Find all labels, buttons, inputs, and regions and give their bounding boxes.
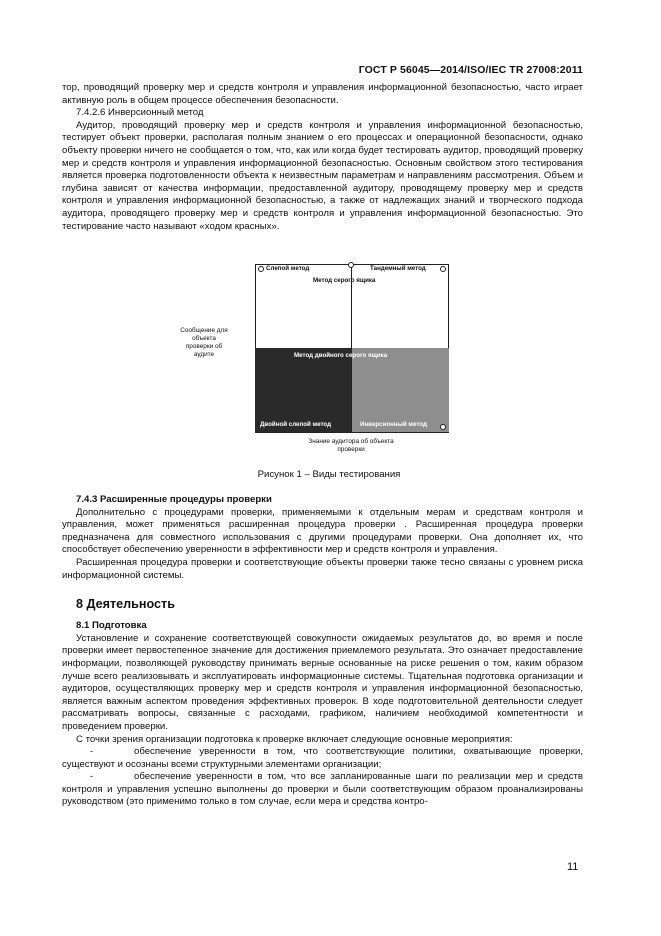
list-item xyxy=(62,746,583,771)
quadrant-bottom-right xyxy=(351,348,449,432)
paragraph-extended-2: Расширенная процедура проверки и соответствующие объекты проверки также тесно связаны с уровнем риска информационной системы. xyxy=(62,556,583,581)
paragraph-extended-1: Дополнительно с процедурами проверки, применяемыми к отдельным мерам и средствам контроля и управления, может применяться расширенная процедура проверки . Расширенная процедура проверки предназначена для совместного использования с другими процедурами проверки. Она дополняет их, что способствует обеспечению уверенности в эффективности мер и средств контроля и управления. xyxy=(62,506,583,556)
standard-header: ГОСТ Р 56045—2014/ISO/IEC TR 27008:2011 xyxy=(358,64,583,76)
label-double-blind-method: Двойной слепой метод xyxy=(260,421,332,428)
testing-types-figure xyxy=(180,257,470,487)
paragraph-preparation-1: Установление и сохранение соответствующей совокупности ожидаемых результатов до, во время и после проверки имеет первостепенное значение для достижения приемлемого результата. Это означает предоставление информации, позволяющей руководству принимать верные основанные на риске решения о том, каким образом лучше всего реализовывать и эксплуатировать информационные системы. Тщательная подготовка организации и аудиторов, осуществляющих проверку мер и средств контроля и управления информационной безопасностью, является важным аспектом проведения эффективных проверок. В ходе подготовительной деятельности следует рассматривать вопросы, связанные с расходами, графиком, наличием необходимой компетентности и проведением проверки. xyxy=(62,632,583,732)
heading-inverse-method: 7.4.2.6 Инверсионный метод xyxy=(76,107,204,119)
label-inverse-method: Инверсионный метод xyxy=(360,421,427,428)
heading-extended-procedures: 7.4.3 Расширенные процедуры проверки xyxy=(76,494,272,505)
list-item xyxy=(62,771,583,809)
vertical-divider xyxy=(351,264,352,432)
quadrant-bottom-left xyxy=(255,348,351,432)
paragraph-preparation-2: С точки зрения организации подготовка к проверке включает следующие основные мероприятия: xyxy=(76,733,513,745)
dash-marker xyxy=(76,771,134,784)
label-blind-method: Слепой метод xyxy=(266,265,310,272)
x-axis-label: Знание аудитора об объекта проверки xyxy=(308,438,394,453)
y-axis-label: Сообщение для объекта проверки об аудите xyxy=(180,327,228,358)
page-number: 11 xyxy=(567,861,579,873)
text-block-top xyxy=(62,82,583,233)
heading-activity: 8 Деятельность xyxy=(76,597,175,612)
list-item-text: обеспечение уверенности в том, что соответствующие политики, охватывающие проверки, существуют и осознаны всеми структурными элементами организации; xyxy=(62,746,583,770)
marker-top-center-icon xyxy=(348,262,354,268)
paragraph-intro: тор, проводящий проверку мер и средств контроля и управления информационной безопасностью, часто играет активную роль в общем процессе обеспечения безопасности. xyxy=(62,82,583,106)
label-gray-box-method: Метод серого ящика xyxy=(313,277,376,284)
paragraph-inverse-method: Аудитор, проводящий проверку мер и средств контроля и управления информационной безопасностью, тестирует объект проверки, располагая полным знанием о его процессах и операционной безопасности, однако объекту проверки ничего не сообщается о том, что, как или когда будет тестировать аудитор, проводящий проверку мер и средств контроля и управления информационной безопасностью. Основным свойством этого тестирования является проверка подготовленности объекта к неизвестным параметрам и направлениям рассмотрения. Объем и глубина зависят от качества информации, предоставленной аудитору, проводящему проверку мер и средств контроля и управления информационной безопасностью, а также от надлежащих знаний и творческого подхода аудитора, проводящего проверку мер и средств контроля и управления информационной безопасностью. Это тестирование часто называют «ходом красных». xyxy=(62,119,583,232)
dash-marker xyxy=(76,746,134,759)
label-double-gray-box-method: Метод двойного серого ящика xyxy=(294,352,388,359)
text-block-bottom xyxy=(62,494,583,809)
x-axis-line xyxy=(255,432,449,433)
heading-preparation: 8.1 Подготовка xyxy=(76,620,147,632)
marker-top-left-icon xyxy=(258,266,264,272)
list-item-text: обеспечение уверенности в том, что все запланированные шаги по реализации мер и средств контроля и управления успешно выполнены до проверки и были соответствующим образом проанализированы руководством (это применимо только в том случае, если мера и средства контро- xyxy=(62,771,583,808)
label-tandem-method: Тандемный метод xyxy=(370,265,426,272)
figure-caption: Рисунок 1 – Виды тестирования xyxy=(257,469,401,480)
marker-top-right-icon xyxy=(440,266,446,272)
marker-bottom-right-icon xyxy=(440,424,446,430)
